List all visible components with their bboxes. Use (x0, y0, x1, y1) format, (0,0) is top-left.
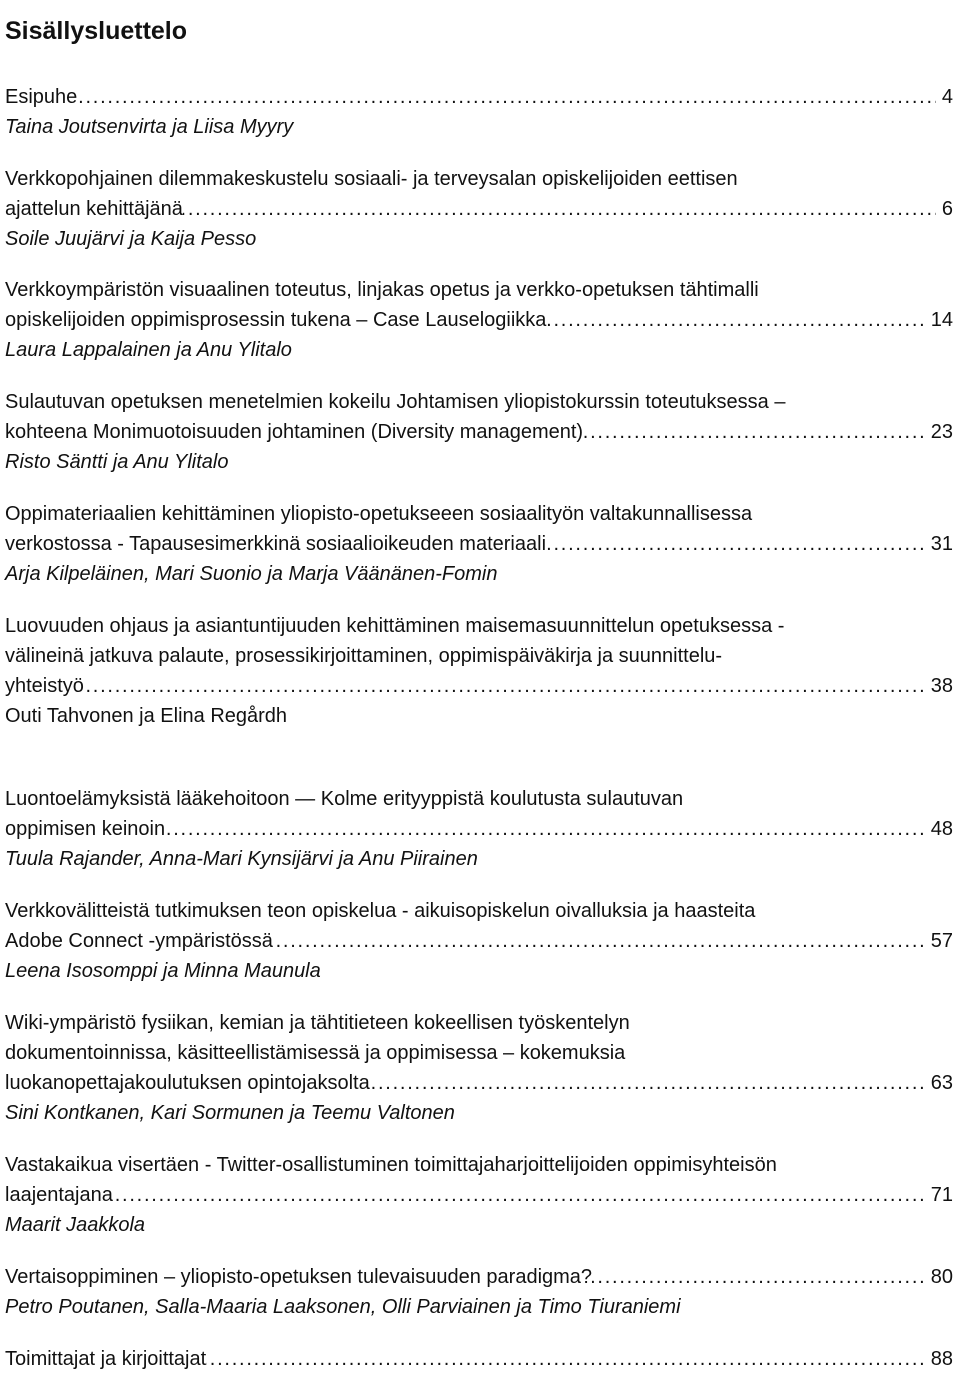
entry-title-line (5, 814, 953, 844)
page-number: 6 (936, 194, 953, 224)
toc-entry[interactable] (5, 499, 953, 589)
entry-title-text: Vertaisoppiminen – yliopisto-opetuksen tulevaisuuden paradigma? (5, 1266, 593, 1288)
toc-entry[interactable] (5, 1344, 953, 1374)
page-number: 14 (925, 305, 953, 335)
entry-title-text: opiskelijoiden oppimisprosessin tukena – Case Lauselogiikka (5, 309, 547, 331)
entry-title-text: Verkkoympäristön visuaalinen toteutus, linjakas opetus ja verkko-opetuksen tähtimalli (5, 279, 759, 301)
entry-title-text: laajentajana (5, 1184, 113, 1206)
page-number: 57 (925, 926, 953, 956)
toc-entry[interactable] (5, 387, 953, 477)
page-number: 4 (936, 82, 953, 112)
entry-authors: Tuula Rajander, Anna-Mari Kynsijärvi ja Anu Piirainen (5, 848, 478, 870)
entry-title-text: dokumentoinnissa, käsitteellistämisessä ja oppimisessa – kokemuksia (5, 1042, 626, 1064)
entry-title-line (5, 305, 953, 335)
page-number: 31 (925, 529, 953, 559)
entry-title-line (5, 784, 953, 814)
entry-title-line (5, 926, 953, 956)
entry-authors: Taina Joutsenvirta ja Liisa Myyry (5, 116, 294, 138)
entry-authors: Arja Kilpeläinen, Mari Suonio ja Marja Väänänen-Fomin (5, 563, 498, 585)
page-number: 80 (925, 1262, 953, 1292)
entry-title-line (5, 499, 953, 529)
entry-title-text: Verkkopohjainen dilemmakeskustelu sosiaali- ja terveysalan opiskelijoiden eettisen (5, 168, 738, 190)
entry-title-line (5, 1180, 953, 1210)
page-number: 38 (925, 671, 953, 701)
entry-title-line (5, 82, 953, 112)
entry-title-line (5, 387, 953, 417)
entry-title-text: oppimisen keinoin (5, 818, 166, 840)
toc-entry[interactable] (5, 1262, 953, 1322)
entry-title-text: kohteena Monimuotoisuuden johtaminen (Diversity management) (5, 421, 584, 443)
toc-page (5, 0, 953, 1374)
entry-title-text: Esipuhe (5, 86, 78, 108)
toc-entry[interactable] (5, 611, 953, 731)
entry-authors: Petro Poutanen, Salla-Maaria Laaksonen, Olli Parviainen ja Timo Tiuraniemi (5, 1296, 681, 1318)
entry-authors: Outi Tahvonen ja Elina Regårdh (5, 705, 288, 727)
entry-title-line (5, 671, 953, 701)
entry-authors: Maarit Jaakkola (5, 1214, 146, 1236)
toc-entry[interactable] (5, 275, 953, 365)
entry-title-line (5, 194, 953, 224)
toc-entry[interactable] (5, 1008, 953, 1128)
toc-entry[interactable] (5, 896, 953, 986)
entry-authors: Sini Kontkanen, Kari Sormunen ja Teemu Valtonen (5, 1102, 455, 1124)
entry-title-text: yhteistyö (5, 675, 84, 697)
entry-title-text: luokanopettajakoulutuksen opintojaksolta (5, 1072, 370, 1094)
entry-title-text: ajattelun kehittäjänä (5, 198, 183, 220)
page-title: Sisällysluettelo (5, 16, 188, 45)
entry-title-text: Oppimateriaalien kehittäminen yliopisto-opetukseeen sosiaalityön valtakunnallisessa (5, 503, 753, 525)
toc-entry[interactable] (5, 82, 953, 142)
entry-title-line (5, 896, 953, 926)
entry-title-text: Wiki-ympäristö fysiikan, kemian ja tähtitieteen kokeellisen työskentelyn (5, 1012, 630, 1034)
entry-title-text: Verkkovälitteistä tutkimuksen teon opiskelua - aikuisopiskelun oivalluksia ja haasteita (5, 900, 756, 922)
entry-authors: Leena Isosomppi ja Minna Maunula (5, 960, 321, 982)
entry-title-text: Luovuuden ohjaus ja asiantuntijuuden kehittäminen maisemasuunnittelun opetuksessa - (5, 615, 785, 637)
entry-title-text: Vastakaikua visertäen - Twitter-osallistuminen toimittajaharjoittelijoiden oppimisyhteisön (5, 1154, 777, 1176)
page-number: 88 (925, 1344, 953, 1374)
entry-title-text: Sulautuvan opetuksen menetelmien kokeilu Johtamisen yliopistokurssin toteutuksessa – (5, 391, 786, 413)
entry-title-text: Luontoelämyksistä lääkehoitoon — Kolme erityyppistä koulutusta sulautuvan (5, 788, 684, 810)
entry-authors: Laura Lappalainen ja Anu Ylitalo (5, 339, 292, 361)
entry-title-line (5, 275, 953, 305)
dot-leader (5, 671, 953, 701)
page-number: 48 (925, 814, 953, 844)
entry-title-line (5, 1262, 953, 1292)
dot-leader (5, 1180, 953, 1210)
entry-title-line (5, 529, 953, 559)
entry-title-text: Adobe Connect -ympäristössä (5, 930, 273, 952)
entry-authors: Risto Säntti ja Anu Ylitalo (5, 451, 229, 473)
entry-title-text: verkostossa - Tapausesimerkkinä sosiaalioikeuden materiaali (5, 533, 547, 555)
entry-title-line (5, 1068, 953, 1098)
dot-leader (5, 82, 953, 112)
entry-title-line (5, 164, 953, 194)
entry-authors: Soile Juujärvi ja Kaija Pesso (5, 228, 257, 250)
entry-title-line (5, 641, 953, 671)
entry-title-text: Toimittajat ja kirjoittajat (5, 1348, 207, 1370)
toc-entry[interactable] (5, 1150, 953, 1240)
toc-entry[interactable] (5, 164, 953, 254)
page-number: 71 (925, 1180, 953, 1210)
page-number: 23 (925, 417, 953, 447)
entry-title-line (5, 611, 953, 641)
entry-title-line (5, 1038, 953, 1068)
entry-title-line (5, 1150, 953, 1180)
page-number: 63 (925, 1068, 953, 1098)
entry-title-text: välineinä jatkuva palaute, prosessikirjoittaminen, oppimispäiväkirja ja suunnittelu- (5, 645, 723, 667)
entry-title-line (5, 417, 953, 447)
toc-entry[interactable] (5, 784, 953, 874)
entry-title-line (5, 1344, 953, 1374)
entry-title-line (5, 1008, 953, 1038)
